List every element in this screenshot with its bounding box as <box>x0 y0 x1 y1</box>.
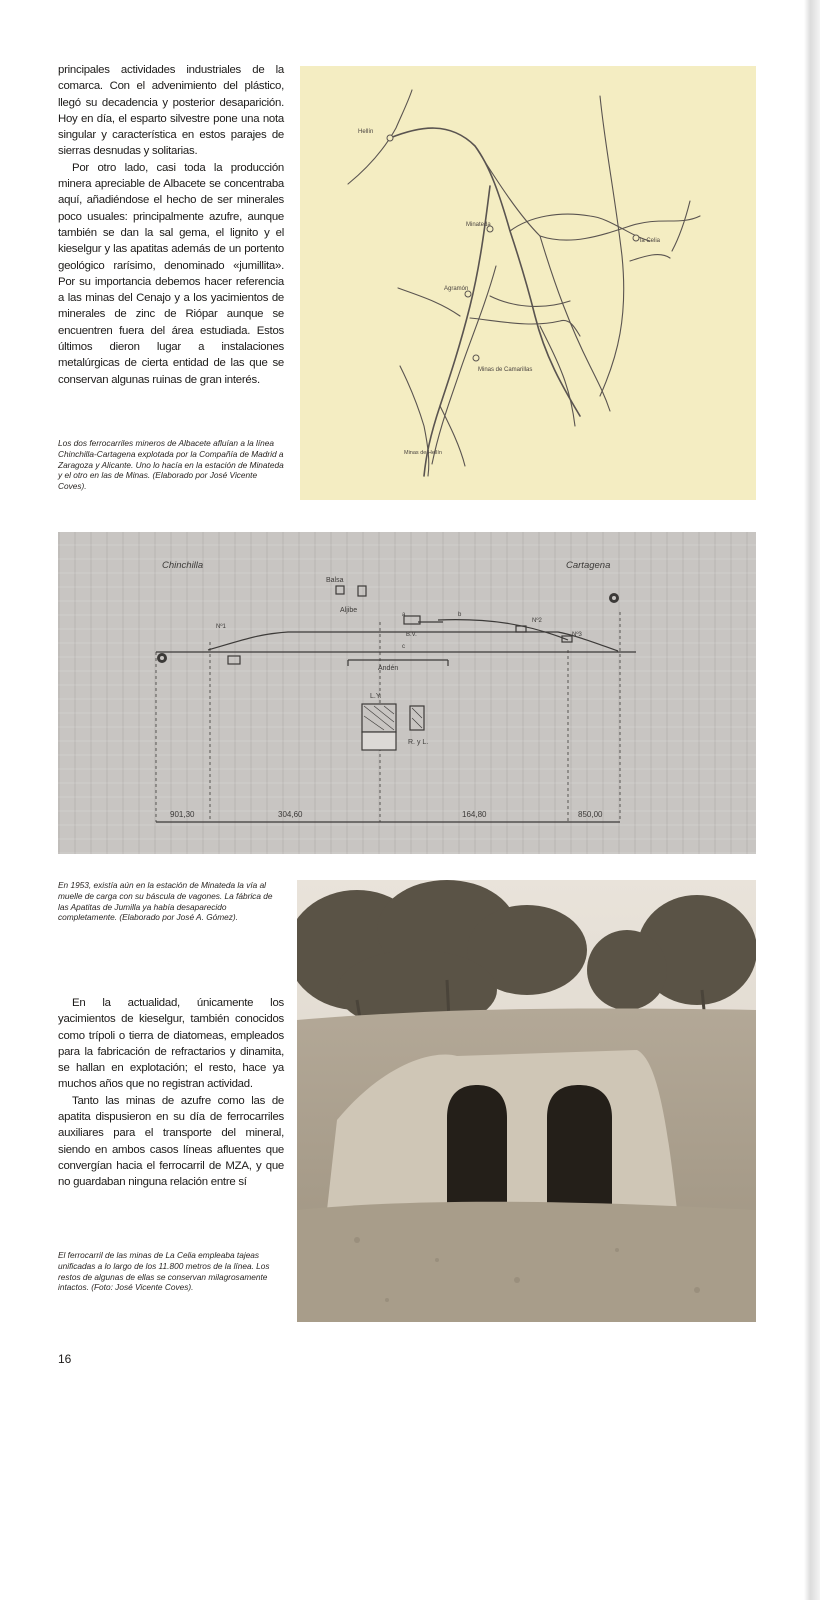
map-label-lower: Minas de Hellín <box>404 450 442 456</box>
plan-label-track-b: b <box>458 612 462 618</box>
plan-label-n1: Nº1 <box>216 624 226 630</box>
body-paragraph: principales actividades industriales de la comarca. Con el advenimiento del plástico, llegó su decadencia y posterior desaparición. Hoy en día, el esparto silvestre pone una nota singular y característica en estos parajes de sierras desnudas y solitarias. <box>58 64 284 158</box>
plan-dimension-4: 850,00 <box>578 810 603 819</box>
photo-caption: El ferrocarril de las minas de La Celia empleaba tajeas unificadas a lo largo de los 11.800 metros de la línea. Los restos de algunas de ellas se conservan milagrosamente intactos. (Foto: José Vicente Coves). <box>58 1250 270 1293</box>
photo-drawing <box>297 880 756 1322</box>
plan-dimension-3: 164,80 <box>462 810 487 819</box>
top-text-column <box>58 62 284 388</box>
road-line <box>600 96 624 396</box>
plan-label-track-a: a <box>402 612 406 618</box>
body-paragraph: Tanto las minas de azufre como las de apatita dispusieron en su día de ferrocarriles auxiliares para el transporte del mineral, siendo en ambos casos líneas afluentes que convergían hacia el ferrocarril de MZA, y que no guardaban ninguna relación entre sí <box>58 1094 284 1189</box>
plan-dimension-1: 901,30 <box>170 810 195 819</box>
map-label-agramon: Agramón <box>444 286 469 292</box>
page-edge-shadow <box>804 0 820 1600</box>
plan-label-track-c: c <box>402 644 405 650</box>
map-drawing <box>300 66 756 500</box>
page-number: 16 <box>58 1352 72 1366</box>
culvert-arch-right <box>547 1085 612 1210</box>
railway-map <box>300 66 756 500</box>
plan-caption: En 1953, existía aún en la estación de Minateda la vía al muelle de carga con su báscula de vagones. La fábrica de las Apatitas de Jumilla ya había desaparecido completamente. (Elaborado por José A. Gómez). <box>58 880 273 923</box>
plan-label-aljibe: Aljibe <box>340 607 358 614</box>
plan-label-left-dest: Chinchilla <box>162 560 204 571</box>
plan-label-ryl: R. y L. <box>408 739 429 746</box>
map-label-hellin: Hellín <box>358 129 374 135</box>
plan-label-anden: Andén <box>378 665 399 672</box>
plan-label-n2: Nº2 <box>532 618 542 624</box>
plan-label-right-dest: Cartagena <box>566 560 611 571</box>
plan-label-n3: Nº3 <box>572 632 582 638</box>
map-label-minateda: Minateda <box>466 222 491 228</box>
body-paragraph: Por otro lado, casi toda la producción minera apreciable de Albacete se concentraba aquí, añadiéndose el hecho de ser minerales poco usuales: principalmente azufre, aunque también se dan la sal gema, el lignito y el kieselgur y las apatitas además de un portento geológico rarísimo, denominado «jumillita». Por su importancia debemos hacer referencia a las minas del Cenajo y a los yacimientos de minerales de zinc de Riópar aunque se encuentren fuera del área estudiada. Estos últimos dieron lugar a instalaciones metalúrgicas de cierta entidad de las que se conservan algunas ruinas de gran interés. <box>58 161 284 386</box>
plan-label-ly: L.Y. <box>370 693 382 700</box>
body-paragraph: En la actualidad, únicamente los yacimientos de kieselgur, también conocidos como trípoli o tierra de diatomeas, empleados para la fabricación de refractarios y dinamita, se hallan en explotación; el resto, hace ya muchos años que no registran actividad. <box>58 997 284 1091</box>
track-plan-drawing <box>58 532 756 854</box>
plan-label-bv: B.V. <box>406 632 417 638</box>
river-line <box>348 90 412 184</box>
siding-track-b <box>438 620 568 640</box>
map-caption: Los dos ferrocarriles mineros de Albacete afluían a la línea Chinchilla-Cartagena explotada por la Compañía de Madrid a Zaragoza y Alicante. Uno lo hacía en la estación de Minateda y el otro en las de Minas. (Elaborado por José Vicente Coves). <box>58 438 284 492</box>
plan-label-balsa: Balsa <box>326 577 344 584</box>
map-label-la-celia: la Celia <box>640 238 661 244</box>
culvert-arch-left <box>447 1085 507 1210</box>
bottom-text-column <box>58 995 284 1191</box>
map-label-minas: Minas de Camarillas <box>478 367 533 373</box>
plan-dimension-2: 304,60 <box>278 810 303 819</box>
station-track-plan <box>58 532 756 854</box>
culvert-photograph <box>297 880 756 1322</box>
